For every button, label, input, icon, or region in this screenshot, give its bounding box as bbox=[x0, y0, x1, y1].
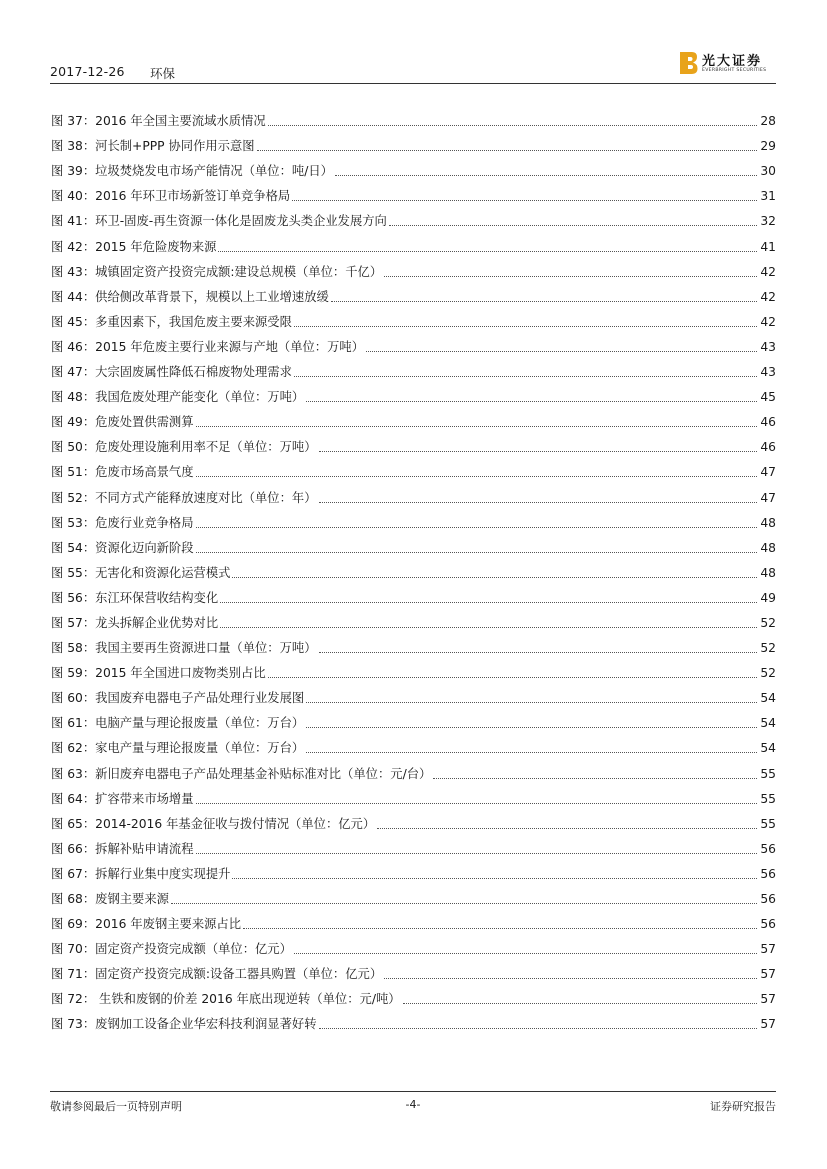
report-date: 2017-12-26 bbox=[50, 64, 125, 79]
toc-entry-page: 56 bbox=[760, 841, 776, 856]
toc-entry-page: 52 bbox=[760, 641, 776, 656]
toc-entry-page: 41 bbox=[760, 239, 776, 254]
toc-entry[interactable] bbox=[51, 907, 776, 932]
toc-entry-label: 图 72： 生铁和废钢的价差 2016 年底出现逆转（单位：元/吨） bbox=[51, 992, 401, 1007]
toc-entry-label: 图 60：我国废弃电器电子产品处理行业发展图 bbox=[51, 691, 305, 706]
toc-leader-dots bbox=[218, 251, 757, 252]
toc-leader-dots bbox=[331, 301, 757, 302]
toc-leader-dots bbox=[384, 978, 757, 979]
toc-entry[interactable] bbox=[51, 531, 776, 556]
toc-leader-dots bbox=[196, 853, 757, 854]
toc-entry[interactable] bbox=[51, 957, 776, 982]
toc-entry[interactable] bbox=[51, 405, 776, 430]
toc-entry[interactable] bbox=[51, 455, 776, 480]
toc-entry-label: 图 62：家电产量与理论报废量（单位：万台） bbox=[51, 741, 305, 756]
toc-entry[interactable] bbox=[51, 1007, 776, 1032]
toc-entry-label: 图 51：危废市场高景气度 bbox=[51, 465, 194, 480]
toc-entry-page: 55 bbox=[760, 766, 776, 781]
toc-entry-page: 54 bbox=[760, 691, 776, 706]
toc-entry-page: 46 bbox=[760, 440, 776, 455]
toc-entry-label: 图 43：城镇固定资产投资完成额:建设总规模（单位：千亿） bbox=[51, 264, 383, 279]
toc-entry-label: 图 46：2015 年危废主要行业来源与产地（单位：万吨） bbox=[51, 339, 364, 354]
toc-entry-page: 32 bbox=[760, 214, 776, 229]
toc-leader-dots bbox=[220, 627, 757, 628]
toc-entry-label: 图 63：新旧废弃电器电子产品处理基金补贴标准对比（单位：元/台） bbox=[51, 766, 432, 781]
toc-leader-dots bbox=[306, 401, 757, 402]
toc-entry-page: 43 bbox=[760, 339, 776, 354]
everbright-logo-icon bbox=[680, 52, 698, 74]
toc-entry-page: 48 bbox=[760, 540, 776, 555]
toc-leader-dots bbox=[319, 502, 758, 503]
toc-entry[interactable] bbox=[51, 606, 776, 631]
toc-leader-dots bbox=[306, 752, 757, 753]
toc-entry-page: 57 bbox=[760, 967, 776, 982]
toc-entry-label: 图 45：多重因素下，我国危废主要来源受限 bbox=[51, 314, 292, 329]
toc-leader-dots bbox=[220, 602, 757, 603]
toc-entry[interactable] bbox=[51, 280, 776, 305]
toc-entry-page: 48 bbox=[760, 515, 776, 530]
page-footer bbox=[50, 1098, 776, 1114]
toc-entry[interactable] bbox=[51, 782, 776, 807]
toc-entry-label: 图 41：环卫-固废-再生资源一体化是固废龙头类企业发展方向 bbox=[51, 214, 387, 229]
toc-leader-dots bbox=[377, 828, 757, 829]
toc-entry-label: 图 55：无害化和资源化运营模式 bbox=[51, 565, 231, 580]
toc-leader-dots bbox=[384, 276, 757, 277]
toc-entry-label: 图 50：危废处理设施利用率不足（单位：万吨） bbox=[51, 440, 317, 455]
toc-entry-page: 54 bbox=[760, 716, 776, 731]
toc-entry-label: 图 71：固定资产投资完成额:设备工器具购置（单位：亿元） bbox=[51, 967, 383, 982]
toc-leader-dots bbox=[257, 150, 757, 151]
toc-entry-page: 57 bbox=[760, 1017, 776, 1032]
toc-entry-page: 55 bbox=[760, 816, 776, 831]
toc-leader-dots bbox=[306, 727, 757, 728]
header-divider bbox=[50, 83, 776, 84]
logo-chinese-name: 光大证券 bbox=[702, 54, 763, 69]
toc-entry-label: 图 66：拆解补贴申请流程 bbox=[51, 841, 194, 856]
page-header bbox=[50, 54, 776, 84]
toc-entry-page: 56 bbox=[760, 917, 776, 932]
toc-leader-dots bbox=[294, 326, 757, 327]
toc-entry-page: 52 bbox=[760, 615, 776, 630]
toc-entry[interactable] bbox=[51, 656, 776, 681]
toc-entry-label: 图 53：危废行业竞争格局 bbox=[51, 515, 194, 530]
toc-entry[interactable] bbox=[51, 430, 776, 455]
toc-entry-label: 图 54：资源化迈向新阶段 bbox=[51, 540, 194, 555]
toc-entry-label: 图 49：危废处置供需测算 bbox=[51, 415, 194, 430]
toc-entry-page: 56 bbox=[760, 892, 776, 906]
toc-entry-label: 图 58：我国主要再生资源进口量（单位：万吨） bbox=[51, 641, 317, 656]
toc-entry-label: 图 57：龙头拆解企业优势对比 bbox=[51, 615, 219, 630]
toc-entry[interactable] bbox=[51, 857, 776, 882]
toc-entry-page: 28 bbox=[760, 114, 776, 129]
toc-leader-dots bbox=[232, 577, 757, 578]
toc-entry-label: 图 64：扩容带来市场增量 bbox=[51, 791, 194, 806]
toc-leader-dots bbox=[306, 702, 757, 703]
toc-entry-page: 45 bbox=[760, 390, 776, 405]
toc-entry-label: 图 70：固定资产投资完成额（单位：亿元） bbox=[51, 942, 292, 957]
figure-list bbox=[51, 104, 776, 1032]
toc-entry-label: 图 44：供给侧改革背景下，规模以上工业增速放缓 bbox=[51, 289, 329, 304]
toc-entry-label: 图 73：废钢加工设备企业华宏科技利润显著好转 bbox=[51, 1017, 317, 1032]
toc-entry-page: 47 bbox=[760, 465, 776, 480]
toc-leader-dots bbox=[196, 552, 757, 553]
toc-entry-label: 图 56：东江环保营收结构变化 bbox=[51, 590, 219, 605]
toc-entry-label: 图 61：电脑产量与理论报废量（单位：万台） bbox=[51, 716, 305, 731]
toc-entry[interactable] bbox=[51, 179, 776, 204]
toc-entry[interactable] bbox=[51, 480, 776, 505]
toc-entry[interactable] bbox=[51, 882, 776, 907]
disclaimer-note: 敬请参阅最后一页特别声明 bbox=[50, 1100, 182, 1113]
toc-entry[interactable] bbox=[51, 807, 776, 832]
toc-entry-label: 图 68：废钢主要来源 bbox=[51, 892, 169, 906]
toc-leader-dots bbox=[319, 652, 758, 653]
toc-entry-label: 图 52：不同方式产能释放速度对比（单位：年） bbox=[51, 490, 317, 505]
toc-entry[interactable] bbox=[51, 129, 776, 154]
toc-entry-page: 54 bbox=[760, 741, 776, 756]
toc-entry-label: 图 65：2014-2016 年基金征收与拨付情况（单位：亿元） bbox=[51, 816, 376, 831]
toc-entry-label: 图 38：河长制+PPP 协同作用示意图 bbox=[51, 139, 255, 154]
report-type: 证券研究报告 bbox=[710, 1100, 776, 1113]
toc-entry-page: 57 bbox=[760, 942, 776, 957]
company-logo bbox=[680, 50, 776, 80]
toc-entry-label: 图 37：2016 年全国主要流域水质情况 bbox=[51, 114, 266, 129]
toc-entry-page: 29 bbox=[760, 139, 776, 154]
toc-entry[interactable] bbox=[51, 982, 776, 1007]
toc-entry[interactable] bbox=[51, 355, 776, 380]
toc-leader-dots bbox=[294, 376, 757, 377]
toc-entry-page: 31 bbox=[760, 189, 776, 204]
toc-entry[interactable] bbox=[51, 506, 776, 531]
toc-entry-label: 图 47：大宗固废属性降低石棉废物处理需求 bbox=[51, 365, 292, 380]
toc-entry-page: 47 bbox=[760, 490, 776, 505]
toc-entry-page: 46 bbox=[760, 415, 776, 430]
footer-divider bbox=[50, 1091, 776, 1092]
toc-entry[interactable] bbox=[51, 706, 776, 731]
toc-leader-dots bbox=[292, 200, 757, 201]
toc-entry[interactable] bbox=[51, 380, 776, 405]
toc-leader-dots bbox=[319, 451, 758, 452]
toc-entry-label: 图 48：我国危废处理产能变化（单位：万吨） bbox=[51, 390, 305, 405]
toc-entry[interactable] bbox=[51, 581, 776, 606]
toc-entry-page: 43 bbox=[760, 365, 776, 380]
toc-entry[interactable] bbox=[51, 255, 776, 280]
toc-entry[interactable] bbox=[51, 832, 776, 857]
toc-entry[interactable] bbox=[51, 731, 776, 756]
toc-leader-dots bbox=[366, 351, 757, 352]
toc-entry-label: 图 39：垃圾焚烧发电市场产能情况（单位：吨/日） bbox=[51, 164, 333, 179]
toc-entry[interactable] bbox=[51, 932, 776, 957]
toc-entry[interactable] bbox=[51, 330, 776, 355]
toc-leader-dots bbox=[268, 125, 757, 126]
toc-entry-page: 56 bbox=[760, 866, 776, 881]
toc-entry-page: 52 bbox=[760, 666, 776, 681]
toc-leader-dots bbox=[196, 803, 757, 804]
toc-entry-page: 55 bbox=[760, 791, 776, 806]
toc-leader-dots bbox=[335, 175, 757, 176]
toc-entry-label: 图 69：2016 年废钢主要来源占比 bbox=[51, 917, 242, 932]
toc-leader-dots bbox=[243, 928, 757, 929]
toc-leader-dots bbox=[389, 225, 757, 226]
toc-leader-dots bbox=[232, 878, 757, 879]
toc-entry-page: 48 bbox=[760, 565, 776, 580]
toc-entry-page: 30 bbox=[760, 164, 776, 179]
toc-entry[interactable] bbox=[51, 631, 776, 656]
toc-entry[interactable] bbox=[51, 756, 776, 781]
report-sector: 环保 bbox=[150, 66, 176, 81]
toc-leader-dots bbox=[294, 953, 757, 954]
toc-entry-label: 图 40：2016 年环卫市场新签订单竞争格局 bbox=[51, 189, 291, 204]
logo-english-name: EVERBRIGHT SECURITIES bbox=[702, 68, 767, 73]
toc-leader-dots bbox=[196, 527, 757, 528]
toc-entry-page: 42 bbox=[760, 314, 776, 329]
toc-entry-page: 42 bbox=[760, 289, 776, 304]
toc-leader-dots bbox=[433, 778, 757, 779]
toc-entry[interactable] bbox=[51, 204, 776, 229]
toc-entry[interactable] bbox=[51, 681, 776, 706]
toc-entry-label: 图 59：2015 年全国进口废物类别占比 bbox=[51, 666, 266, 681]
toc-entry[interactable] bbox=[51, 154, 776, 179]
toc-entry[interactable] bbox=[51, 556, 776, 581]
toc-entry-label: 图 42：2015 年危险废物来源 bbox=[51, 239, 217, 254]
toc-entry-page: 42 bbox=[760, 264, 776, 279]
toc-leader-dots bbox=[196, 476, 757, 477]
toc-leader-dots bbox=[403, 1003, 757, 1004]
toc-entry[interactable] bbox=[51, 104, 776, 129]
toc-leader-dots bbox=[268, 677, 757, 678]
toc-entry[interactable] bbox=[51, 229, 776, 254]
toc-leader-dots bbox=[319, 1028, 758, 1029]
toc-leader-dots bbox=[196, 426, 757, 427]
toc-leader-dots bbox=[171, 903, 757, 904]
page-number: -4- bbox=[405, 1098, 421, 1111]
toc-entry-page: 57 bbox=[760, 992, 776, 1007]
toc-entry-label: 图 67：拆解行业集中度实现提升 bbox=[51, 866, 231, 881]
toc-entry-page: 49 bbox=[760, 590, 776, 605]
toc-entry[interactable] bbox=[51, 305, 776, 330]
